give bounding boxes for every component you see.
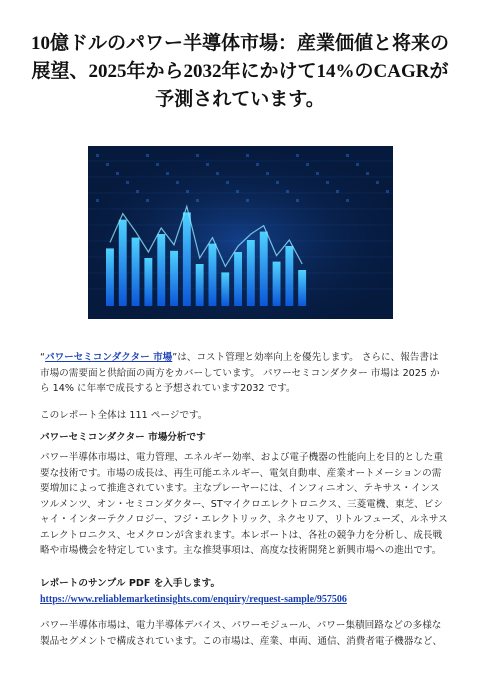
hero-dot [346, 199, 349, 202]
intro-paragraph: “パワーセミコンダクター 市場”は、コスト管理と効率向上を優先します。 さらに、報告書は市場の需要面と供給面の両方をカバーしています。 パワーセミコンダクター 市場は 2025 から 14% に年率で成長すると予想されています2032 です。 [40, 352, 440, 394]
hero-dot [176, 181, 179, 184]
hero-dot [216, 172, 219, 175]
hero-dot [206, 163, 209, 166]
hero-dot [126, 181, 129, 184]
hero-dot [196, 154, 199, 157]
hero-dot [226, 181, 229, 184]
hero-bar [157, 234, 165, 306]
hero-dot [346, 154, 349, 157]
hero-dot [356, 163, 359, 166]
page-title: 10億ドルのパワー半導体市場：産業価値と将来の展望、2025年から2032年にかけて14%のCAGRが予測されています。 [30, 33, 449, 110]
hero-dot [336, 190, 339, 193]
sample-pdf-link[interactable]: https://www.reliablemarketinsights.com/enquiry/request-sample/957506 [40, 593, 347, 605]
hero-dot [306, 163, 309, 166]
hero-dot [96, 199, 99, 202]
hero-dot [296, 199, 299, 202]
sample-pdf-line [40, 576, 448, 607]
hero-bar [273, 262, 281, 306]
segments-paragraph: パワー半導体市場は、電力半導体デバイス、パワーモジュール、パワー集積回路などの多様な製品セグメントで構成されています。この市場は、産業、車両、通信、消費者電子機器など、 [40, 620, 443, 647]
hero-dot [156, 163, 159, 166]
hero-dot [106, 163, 109, 166]
hero-dot [166, 172, 169, 175]
hero-dot [366, 172, 369, 175]
hero-bar [209, 244, 217, 306]
hero-bar [234, 252, 242, 306]
hero-bar [247, 240, 255, 306]
hero-bar [221, 272, 229, 306]
hero-bar [132, 238, 140, 306]
hero-dot [246, 154, 249, 157]
hero-dot [326, 181, 329, 184]
hero-dot [386, 190, 389, 193]
analysis-paragraph: パワー半導体市場は、電力管理、エネルギー効率、および電子機器の性能向上を目的とした重要な技術です。市場の成長は、再生可能エネルギー、電気自動車、産業オートメーションの需要増加によって推進されています。主なプレーヤーには、インフィニオン、テキサス・インスツルメンツ、オン・セミコンダクター、STマイクロエレクトロニクス、三菱電機、東芝、ビシャイ・インターテクノロジー、フジ・エレクトリック、ネクセリア、リトルフューズ、ルネサスエレクトロニクス、セメクロンが含まれます。本レポートは、各社の競争力を分析し、成長戦略や市場機会を特定しています。主な推奨事項は、高度な技術開発と新興市場への進出です。 [40, 452, 448, 556]
hero-dot [276, 181, 279, 184]
hero-dot [186, 190, 189, 193]
hero-bar [260, 232, 268, 306]
hero-bar [170, 251, 178, 306]
pages-line: このレポート全体は 111 ページです。 [40, 410, 208, 421]
hero-bar [183, 212, 191, 306]
hero-dot [296, 154, 299, 157]
hero-dot [236, 190, 239, 193]
hero-dot [286, 190, 289, 193]
sample-pdf-label: レポートのサンプル PDF を入手します。 [40, 578, 221, 589]
hero-dot [316, 172, 319, 175]
hero-dot [146, 154, 149, 157]
hero-bar [285, 246, 293, 306]
analysis-heading: パワーセミコンダクター 市場分析です [40, 432, 206, 443]
hero-bar [144, 258, 152, 306]
hero-dot [256, 163, 259, 166]
hero-graphic [88, 146, 393, 319]
hero-dot [146, 199, 149, 202]
hero-dot [136, 190, 139, 193]
hero-dot [376, 181, 379, 184]
market-link[interactable]: パワーセミコンダクター 市場 [44, 352, 173, 363]
hero-dot [96, 154, 99, 157]
hero-bar-chart-image [88, 146, 393, 319]
hero-bar [298, 270, 306, 306]
hero-dot [266, 172, 269, 175]
hero-bar [196, 264, 204, 306]
hero-bar [119, 220, 127, 306]
hero-dot [246, 199, 249, 202]
hero-bar [106, 248, 114, 306]
hero-dot [196, 199, 199, 202]
hero-dot [116, 172, 119, 175]
